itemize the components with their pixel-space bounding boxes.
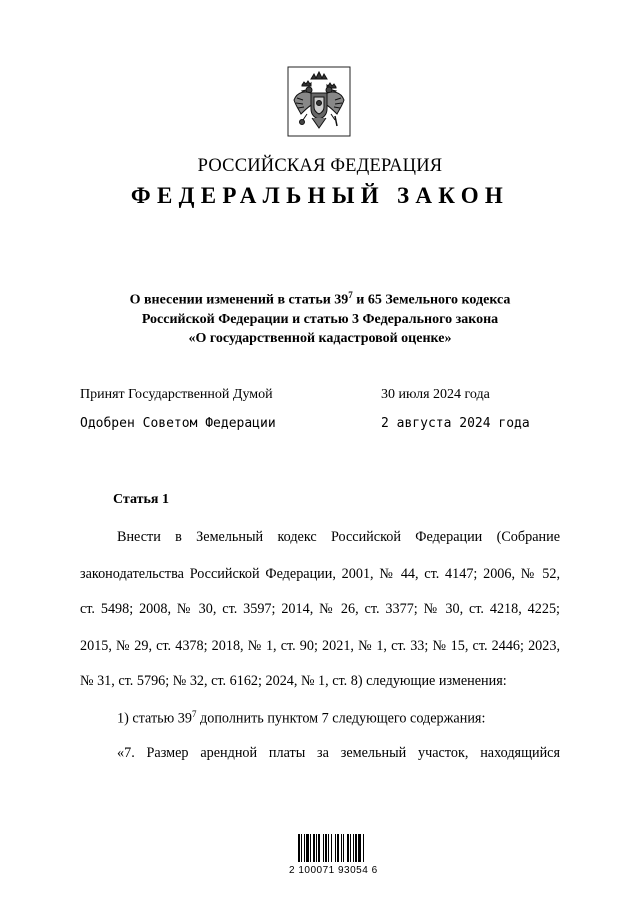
barcode-number: 2 100071 93054 6 bbox=[289, 865, 378, 876]
article-body-line: Внести в Земельный кодекс Российской Федерации (Собрание bbox=[117, 529, 560, 545]
barcode-image bbox=[296, 830, 388, 864]
item-superscript: 7 bbox=[191, 709, 197, 719]
council-approval-label: Одобрен Советом Федерации bbox=[80, 416, 276, 431]
article-body-line: ст. 5498; 2008, № 30, ст. 3597; 2014, № 26, ст. 3377; № 30, ст. 4218, 4225; bbox=[80, 601, 560, 617]
law-title-line-1: О внесении изменений в статьи $39^7$ и 65 Земельного кодекса bbox=[129, 290, 511, 308]
law-type-heading: ФЕДЕРАЛЬНЫЙ ЗАКОН bbox=[130, 183, 510, 208]
title-superscript: 7 bbox=[348, 290, 353, 300]
country-heading: РОССИЙСКАЯ ФЕДЕРАЦИЯ bbox=[197, 156, 443, 176]
law-title-line-2: Российской Федерации и статью 3 Федерального закона bbox=[141, 311, 499, 327]
quoted-amendment-line: «7. Размер арендной платы за земельный участок, находящийся bbox=[117, 745, 560, 761]
article-item-1: 1) статью $39^7$ дополнить пунктом 7 следующего содержания: bbox=[117, 709, 486, 727]
article-heading: Статья 1 bbox=[113, 492, 169, 507]
article-body-line: № 31, ст. 5796; № 32, ст. 6162; 2024, № 1, ст. 8) следующие изменения: bbox=[80, 673, 507, 689]
article-body-line: законодательства Российской Федерации, 2001, № 44, ст. 4147; 2006, № 52, bbox=[80, 566, 560, 582]
council-approval-date: 2 августа 2024 года bbox=[381, 416, 530, 431]
law-title-line-3: «О государственной кадастровой оценке» bbox=[188, 330, 452, 346]
coat-of-arms-emblem bbox=[287, 66, 351, 137]
article-body-line: 2015, № 29, ст. 4378; 2018, № 1, ст. 90; 2021, № 1, ст. 33; № 15, ст. 2446; 2023, bbox=[80, 638, 560, 654]
duma-adoption-label: Принят Государственной Думой bbox=[80, 387, 273, 402]
duma-adoption-date: 30 июля 2024 года bbox=[381, 387, 490, 402]
law-title bbox=[80, 286, 560, 348]
